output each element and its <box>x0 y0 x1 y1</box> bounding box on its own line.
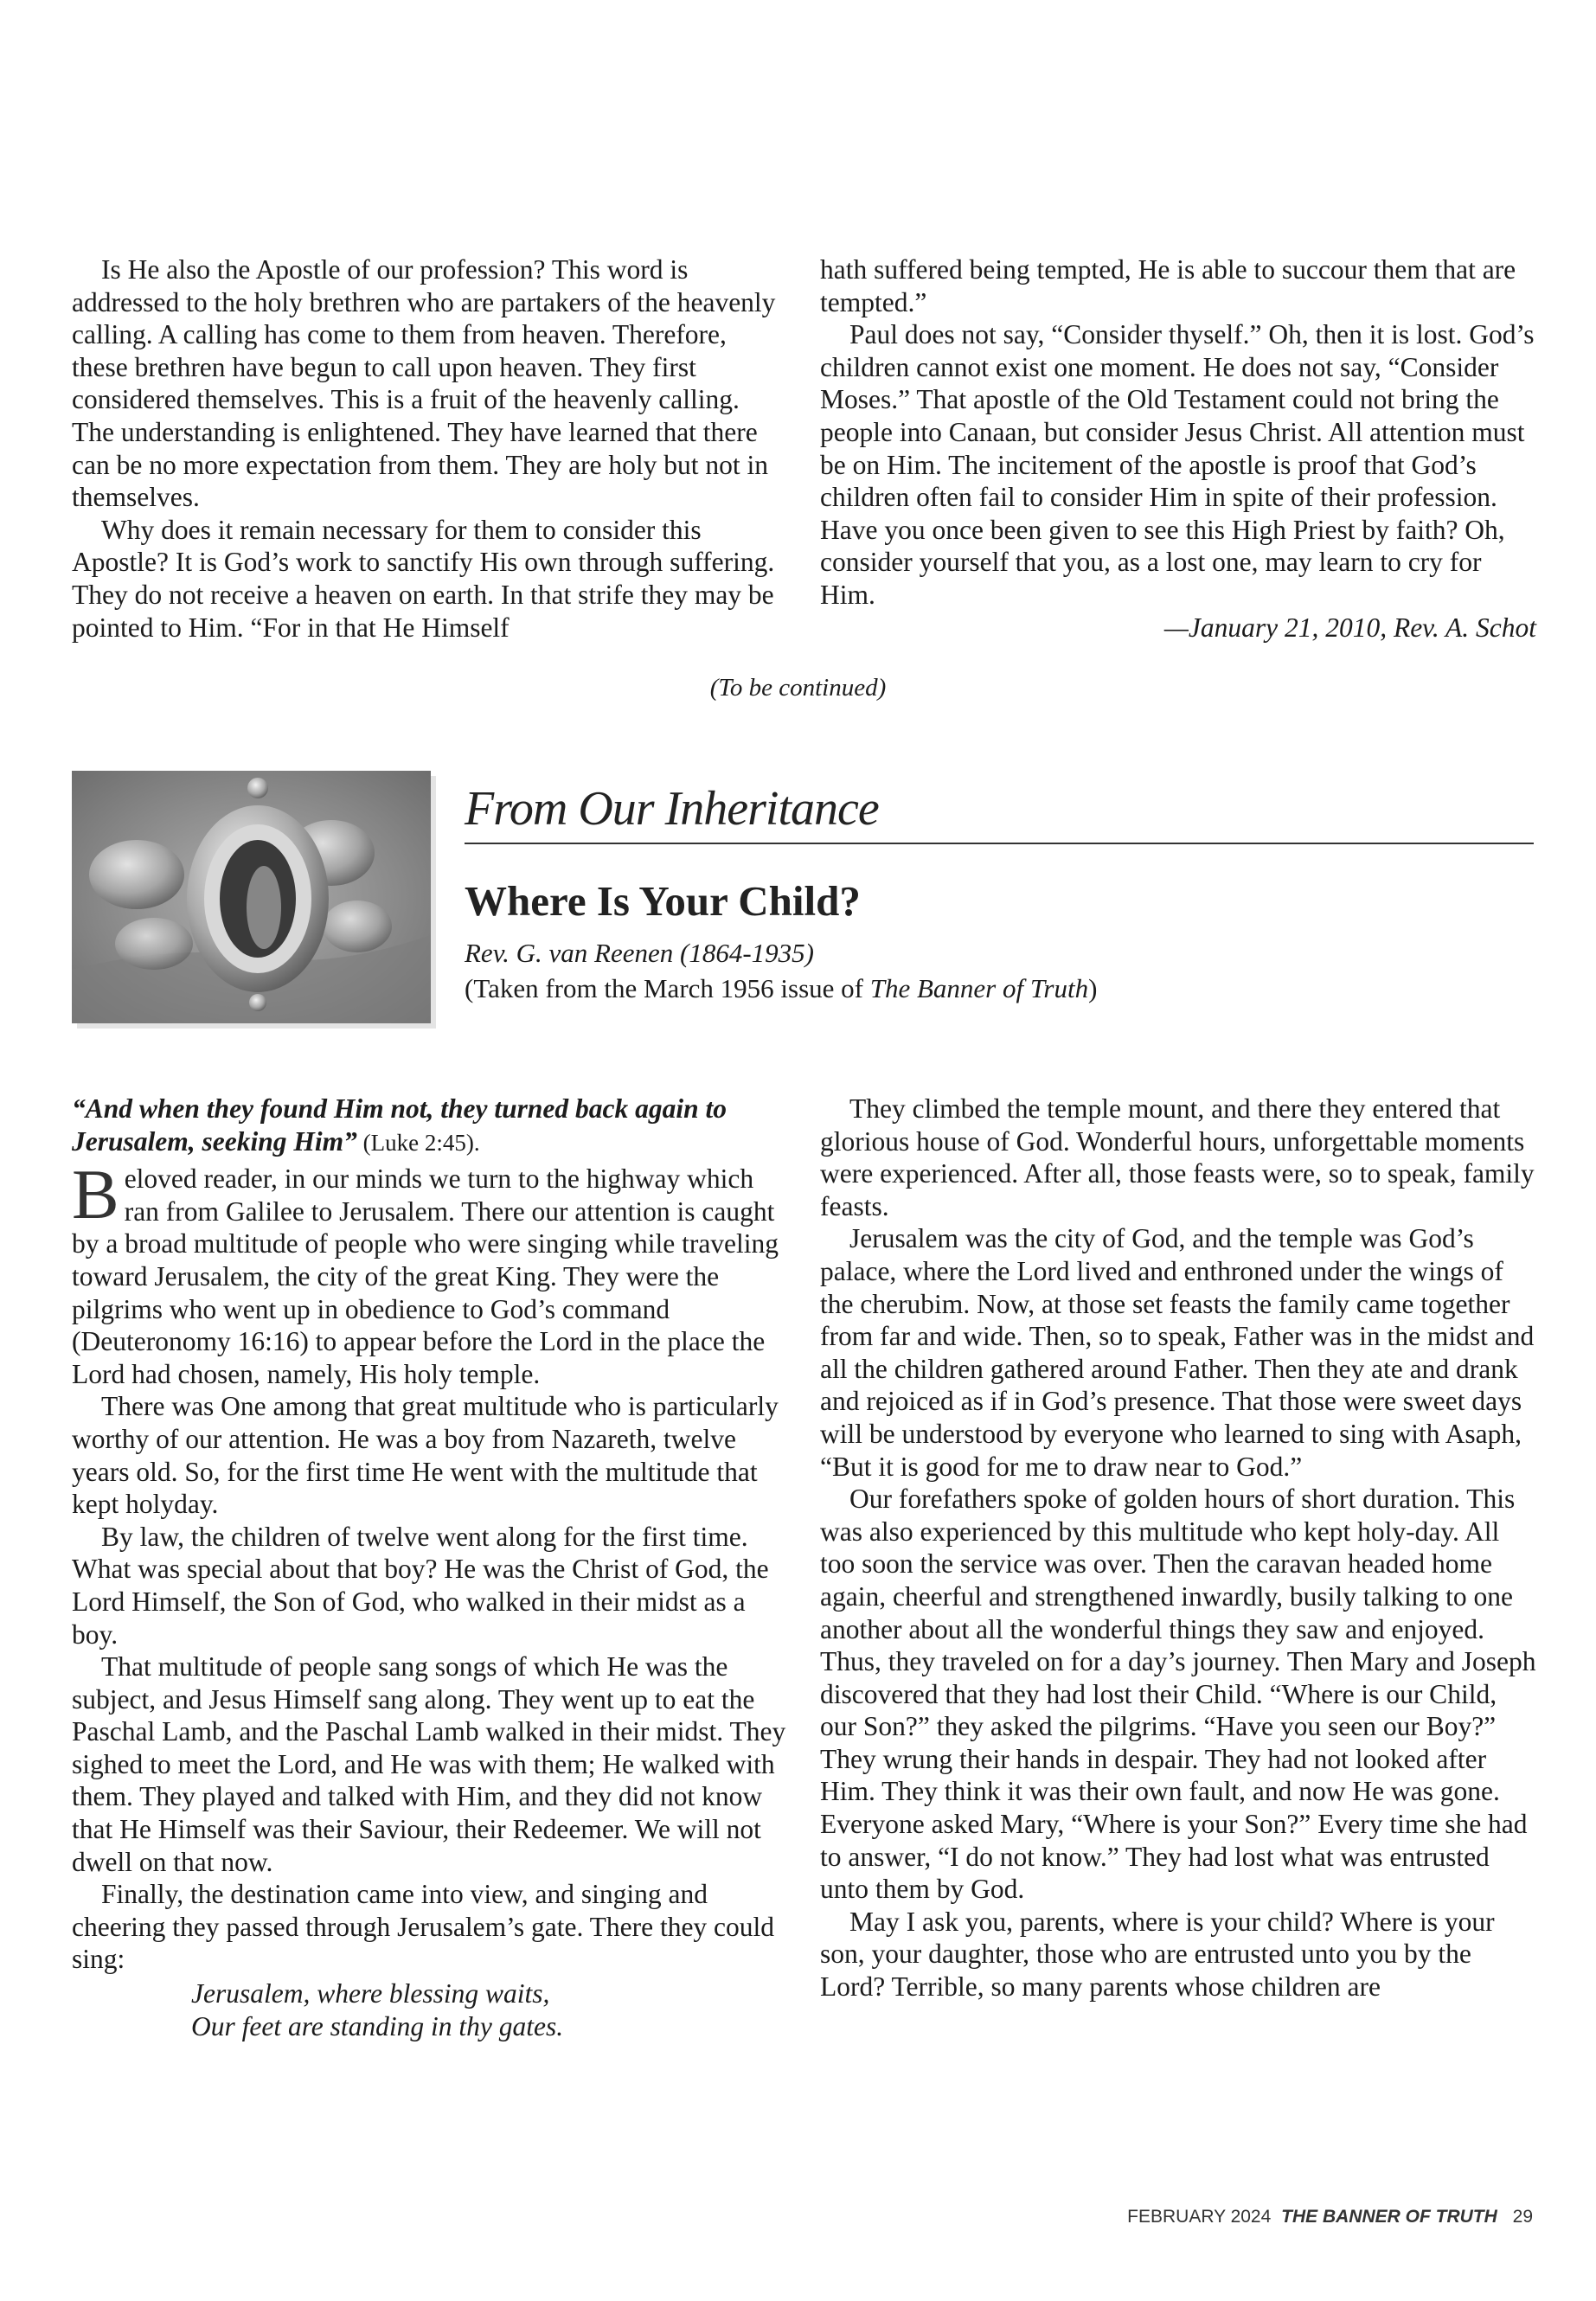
drop-cap: B <box>72 1155 119 1234</box>
signature: —January 21, 2010, Rev. A. Schot <box>1163 612 1536 643</box>
paragraph: There was One among that great multitude who is particularly worthy of our attention. He was a boy from Nazareth, twelve years old. So, for the first time He went with the multitude that kept holyday. <box>72 1391 779 1520</box>
epigraph-reference: (Luke 2:45). <box>356 1129 480 1156</box>
paragraph: Finally, the destination came into view, and singing and cheering they passed through Jerusalem’s gate. There they could sing: <box>72 1879 775 1975</box>
section-title: From Our Inheritance <box>465 782 879 836</box>
author-byline: Rev. G. van Reenen (1864-1935) <box>465 938 814 968</box>
paragraph: That multitude of people sang songs of which He was the subject, and Jesus Himself sang along. They went up to eat the Paschal Lamb, and the Paschal Lamb walked in their midst. They sighed to meet the Lord, and He was with them; He walked with them. They played and talked with Him, and they did not know that He Himself was their Saviour, their Redeemer. We will not dwell on that now. <box>72 1651 786 1877</box>
first-paragraph: Beloved reader, in our minds we turn to the highway which ran from Galilee to Jerusalem. There our attention is caught by a broad multitude of people who were singing while traveling toward Jerusalem, the city of the great King. They were the pilgrims who went up in obedience to God’s command (Deuteronomy 16:16) to appear before the Lord in the place the Lord had chosen, namely, His holy temple. <box>72 1155 779 1389</box>
article-right-column <box>820 1093 1538 2003</box>
paragraph: They climbed the temple mount, and there they entered that glorious house of God. Wonderful hours, unforgettable moments were experienced. After all, those feasts were, so to speak, family feasts. <box>820 1093 1535 1221</box>
to-be-continued: (To be continued) <box>709 674 887 702</box>
paragraph: Why does it remain necessary for them to consider this Apostle? It is God’s work to sanctify His own through suffering. They do not receive a heaven on earth. In that strife they may be pointed to Him. “For in that He Himself <box>72 514 775 643</box>
page-number: 29 <box>1512 2207 1533 2227</box>
issue-date: FEBRUARY 2024 <box>1127 2207 1272 2227</box>
top-right-column <box>820 253 1536 644</box>
source-note: (Taken from the March 1956 issue of The Banner of Truth) <box>465 973 1098 1003</box>
article-left-column <box>72 1093 790 2042</box>
paragraph: Jerusalem was the city of God, and the temple was God’s palace, where the Lord lived and enthroned under the wings of the cherubim. Now, at those set feasts the family came together from far and wide. Then, so to speak, Father was in the midst and all the children gathered around Father. Then they ate and drank and rejoiced as if in God’s presence. That those were sweet days will be understood by everyone who learned to sing with Asaph, “But it is good for me to draw near to God.” <box>820 1223 1535 1482</box>
paragraph: By law, the children of twelve went along for the first time. What was special about that boy? He was the Christ of God, the Lord Himself, the Son of God, who walked in their midst as a boy. <box>72 1521 769 1650</box>
paragraph: Is He also the Apostle of our profession? This word is addressed to the holy brethren who are partakers of the heavenly calling. A calling has come to them from heaven. Therefore, these brethren have begun to call upon heaven. They first considered themselves. This is a fruit of the heavenly calling. The understanding is enlightened. They have learned that there can be no more expectation from them. They are holy but not in themselves. <box>72 254 776 513</box>
epigraph: “And when they found Him not, they turned back again to Jerusalem, seeking Him” (Luke 2:45). <box>72 1093 727 1157</box>
poem-line: Our feet are standing in thy gates. <box>191 2010 564 2041</box>
heirloom-photo <box>72 771 431 1023</box>
magazine-name: THE BANNER OF TRUTH <box>1281 2207 1497 2227</box>
poem-line: Jerusalem, where blessing waits, <box>191 1978 550 2009</box>
poem <box>191 1977 790 2042</box>
paragraph: Our forefathers spoke of golden hours of short duration. This was also experienced by this multitude who kept holy-day. All too soon the service was over. Then the caravan headed home again, cheerful and strengthened inwardly, busily talking to one another about all the wonderful things they saw and enjoyed. Thus, they traveled on for a day’s journey. Then Mary and Joseph discovered that they had lost their Child. “Where is our Child, our Son?” they asked the pilgrims. “Have you seen our Boy?” They wrung their hands in despair. They had not looked after Him. They think it was their own fault, and now He was gone. Everyone asked Mary, “Where is your Son?” Every time she had to answer, “I do not know.” They had lost what was entrusted unto them by God. <box>820 1484 1536 1905</box>
paragraph: Paul does not say, “Consider thyself.” Oh, then it is lost. God’s children cannot exist one moment. He does not say, “Consider Moses.” That apostle of the Old Testament could not bring the people into Canaan, but consider Jesus Christ. All attention must be on Him. The incitement of the apostle is proof that God’s children often fail to consider Him in spite of their profession. Have you once been given to see this High Priest by faith? Oh, consider yourself that you, as a lost one, may learn to cry for Him. <box>820 319 1535 610</box>
heirloom-pendant-image <box>72 771 431 1023</box>
section-divider <box>465 843 1534 844</box>
paragraph-continuation: hath suffered being tempted, He is able to succour them that are tempted.” <box>820 254 1516 317</box>
page-footer <box>1127 2207 1533 2227</box>
paragraph: May I ask you, parents, where is your child? Where is your son, your daughter, those who are entrusted unto you by the Lord? Terrible, so many parents whose children are <box>820 1906 1495 2003</box>
source-publication: The Banner of Truth <box>869 973 1089 1003</box>
top-left-column <box>72 253 783 644</box>
article-title: Where Is Your Child? <box>465 877 861 925</box>
